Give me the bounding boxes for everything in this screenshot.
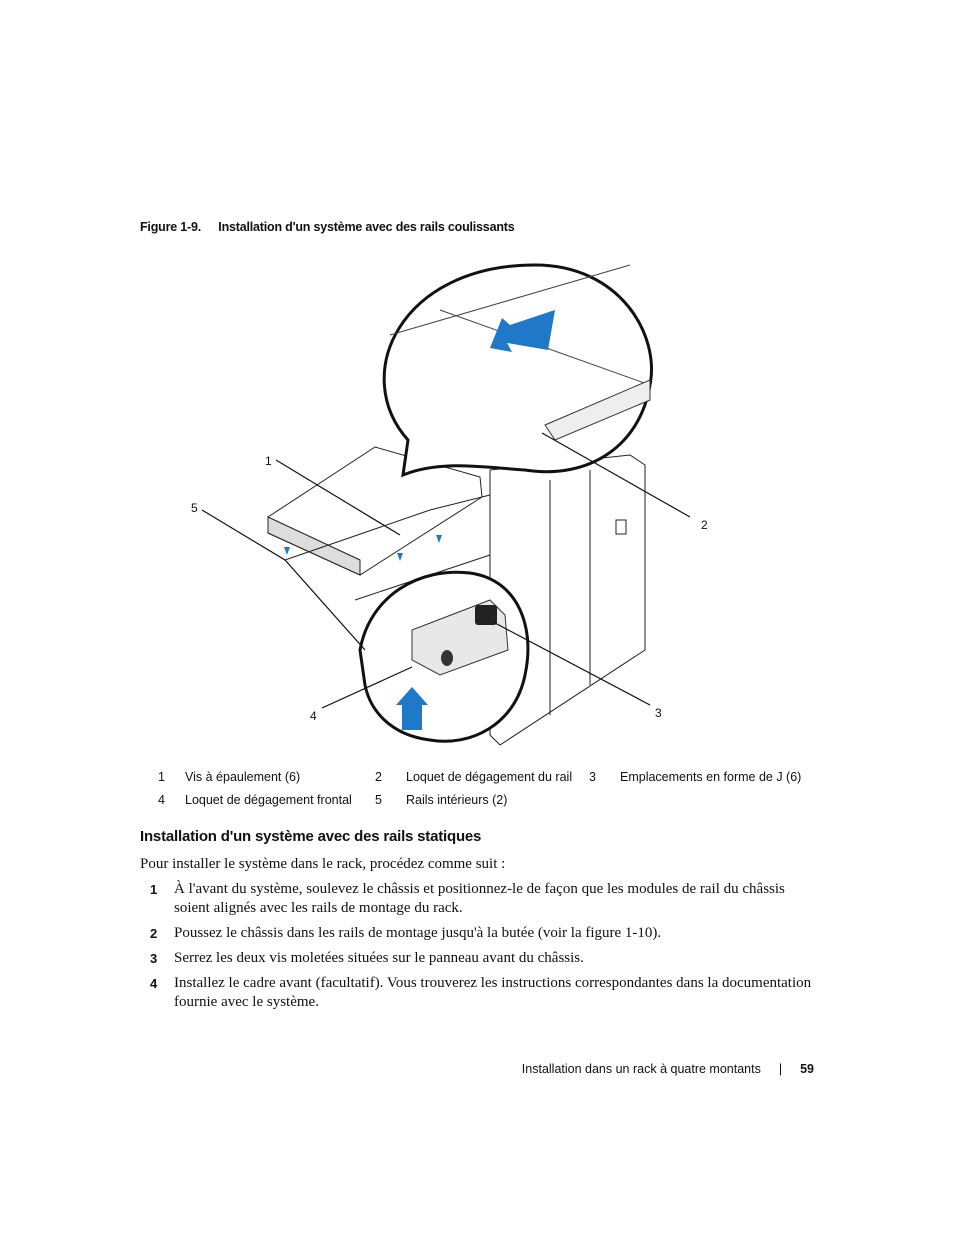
page-footer (522, 1062, 814, 1076)
zoom-bubble-top (384, 265, 651, 475)
figure-number: Figure 1-9. (140, 220, 202, 234)
zoom-bubble-bottom (360, 572, 528, 741)
list-item (140, 974, 820, 1012)
callout-3: 3 (655, 706, 662, 720)
legend-num-2: 2 (375, 770, 382, 784)
step-text: Installez le cadre avant (facultatif). Vous trouverez les instructions correspondantes dans la documentation fournie avec le système. (174, 975, 812, 1010)
legend-num-4: 4 (158, 793, 165, 807)
list-item (140, 949, 820, 968)
legend-num-3: 3 (589, 770, 596, 784)
legend-num-5: 5 (375, 793, 382, 807)
legend-label-4: Loquet de dégagement frontal (185, 793, 352, 807)
legend-row (158, 793, 818, 816)
step-number: 3 (150, 951, 158, 966)
step-list (140, 880, 820, 1018)
rack-illustration (150, 255, 750, 765)
rack-installation-figure (150, 255, 750, 765)
callout-4: 4 (310, 709, 317, 723)
page-number: 59 (800, 1062, 814, 1076)
figure-title: Installation d'un système avec des rails coulissants (218, 220, 515, 234)
step-text: Poussez le châssis dans les rails de montage jusqu'à la butée (voir la figure 1-10). (174, 925, 662, 941)
list-item (140, 924, 820, 943)
step-number: 1 (150, 882, 158, 897)
legend-label-1: Vis à épaulement (6) (185, 770, 301, 784)
legend-row (158, 770, 818, 793)
list-item (140, 880, 820, 918)
figure-legend (158, 770, 818, 816)
step-number: 2 (150, 926, 158, 941)
callout-1: 1 (265, 454, 272, 468)
intro-paragraph: Pour installer le système dans le rack, procédez comme suit : (140, 856, 506, 872)
rack-handle (616, 520, 626, 534)
chapter-title: Installation dans un rack à quatre montants (521, 1062, 761, 1076)
section-heading: Installation d'un système avec des rails statiques (140, 828, 482, 845)
legend-num-1: 1 (158, 770, 165, 784)
legend-label-5: Rails intérieurs (2) (406, 793, 508, 807)
step-text: À l'avant du système, soulevez le châssis et positionnez-le de façon que les modules de rail du châssis soient alignés avec les rails de montage du rack. (174, 881, 785, 916)
step-text: Serrez les deux vis moletées situées sur le panneau avant du châssis. (174, 950, 584, 966)
step-number: 4 (150, 976, 158, 991)
callout-5: 5 (191, 501, 198, 515)
footer-separator: | (778, 1062, 783, 1076)
callout-2: 2 (701, 518, 708, 532)
legend-label-3: Emplacements en forme de J (6) (620, 770, 802, 784)
figure-caption (140, 220, 514, 234)
legend-label-2: Loquet de dégagement du rail (406, 770, 573, 784)
